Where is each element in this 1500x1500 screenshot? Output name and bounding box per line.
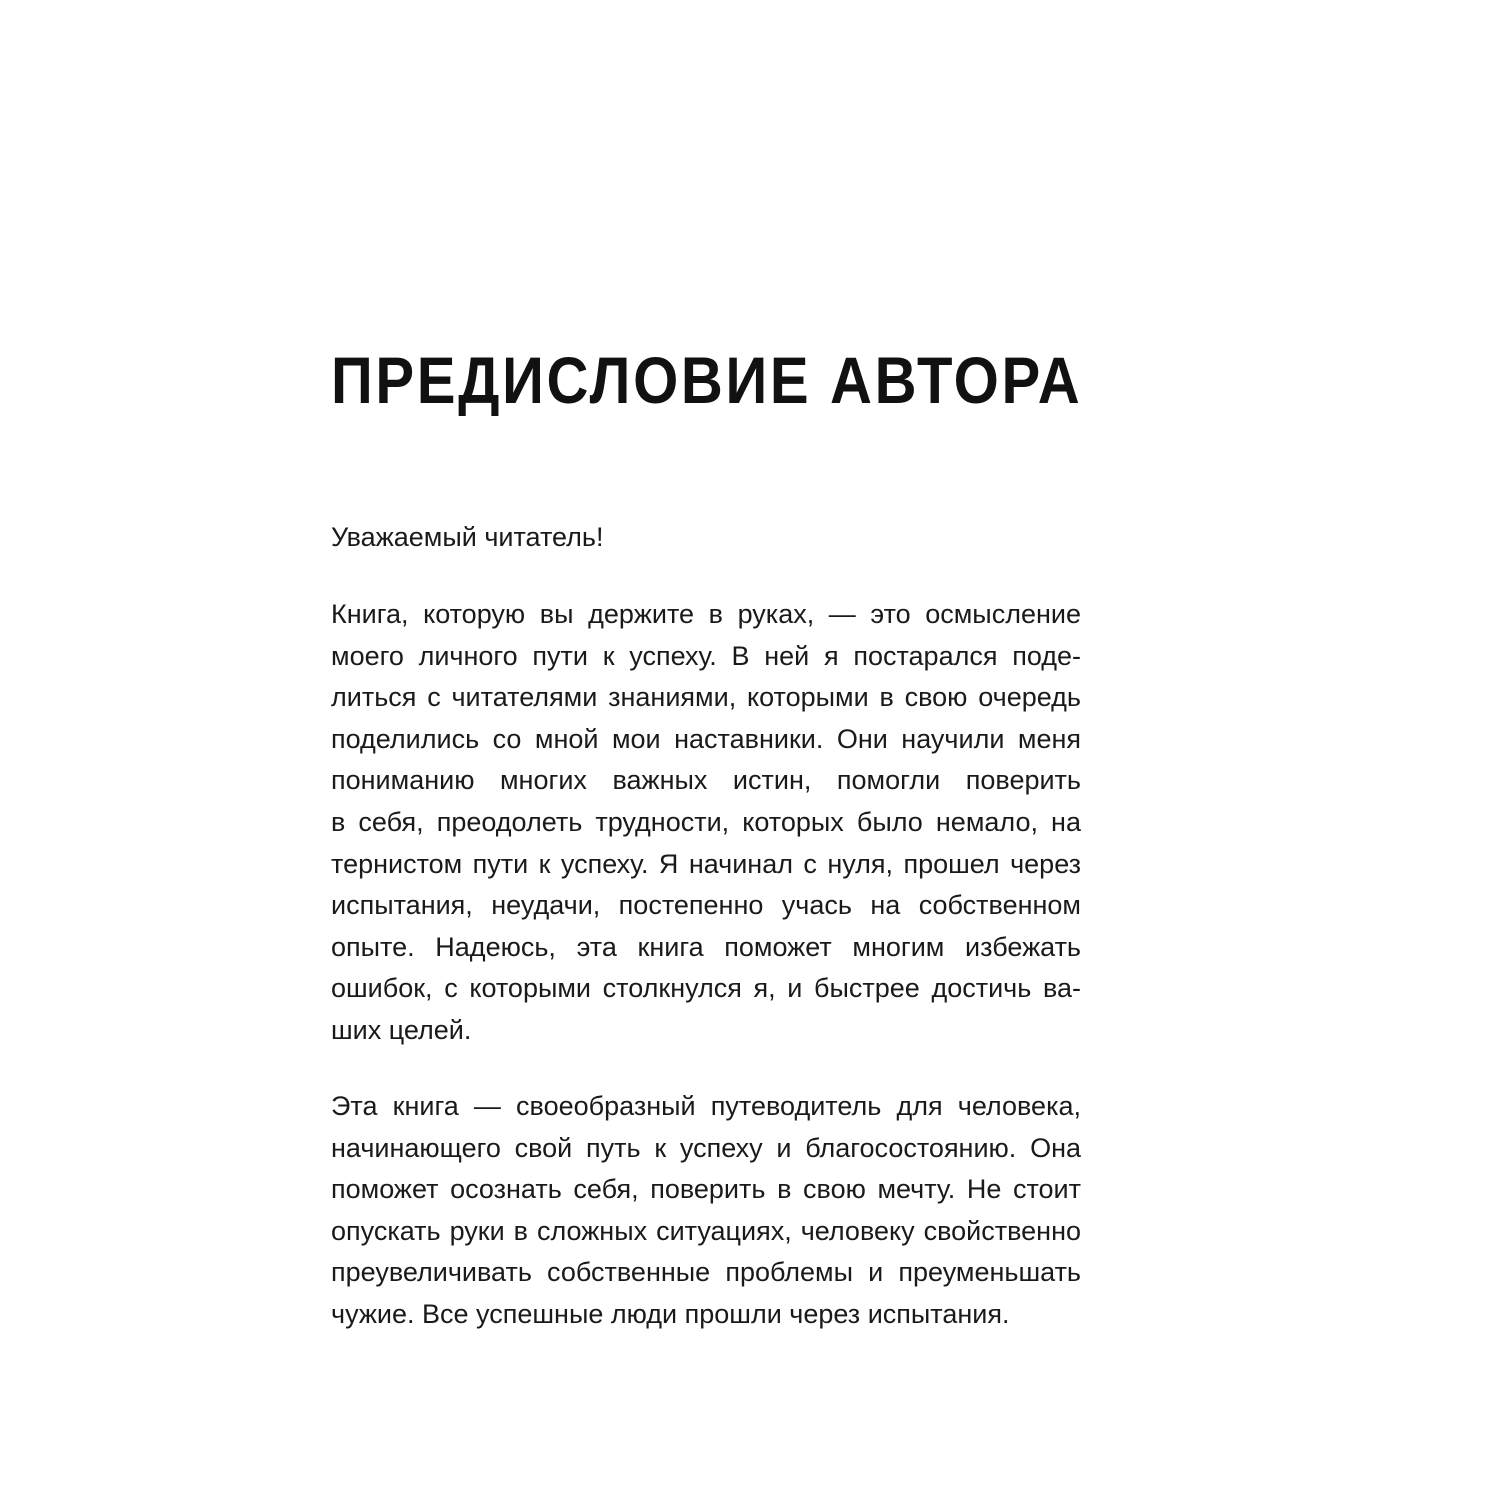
text-line: моего личного пути к успеху. В ней я постарался поде- [331,641,1081,671]
text-line: поделились со мной мои наставники. Они научили меня [331,724,1081,754]
greeting: Уважаемый читатель! [331,522,604,552]
text-line: начинающего свой путь к успеху и благосостоянию. Она [331,1133,1081,1163]
text-line: ошибок, с которыми столкнулся я, и быстрее достичь ва- [331,973,1081,1003]
text-line: чужие. Все успешные люди прошли через испытания. [331,1299,1010,1329]
text-line: ших целей. [331,1015,472,1045]
text-line: литься с читателями знаниями, которыми в свою очередь [331,682,1081,712]
text-line: испытания, неудачи, постепенно учась на собственном [331,890,1081,920]
text-line: преувеличивать собственные проблемы и преуменьшать [331,1257,1081,1287]
text-line: Эта книга — своеобразный путеводитель для человека, [331,1091,1081,1121]
text-line: тернистом пути к успеху. Я начинал с нуля, прошел через [331,849,1081,879]
text-line: поможет осознать себя, поверить в свою мечту. Не стоит [331,1174,1081,1204]
text-line: опыте. Надеюсь, эта книга поможет многим избежать [331,932,1081,962]
text-line: пониманию многих важных истин, помогли поверить [331,765,1081,795]
text-line: в себя, преодолеть трудности, которых было немало, на [331,807,1081,837]
text-line: опускать руки в сложных ситуациях, человеку свойственно [331,1216,1081,1246]
text-line: Книга, которую вы держите в руках, — это осмысление [331,599,1081,629]
chapter-title: ПРЕДИСЛОВИЕ АВТОРА [331,343,1083,417]
